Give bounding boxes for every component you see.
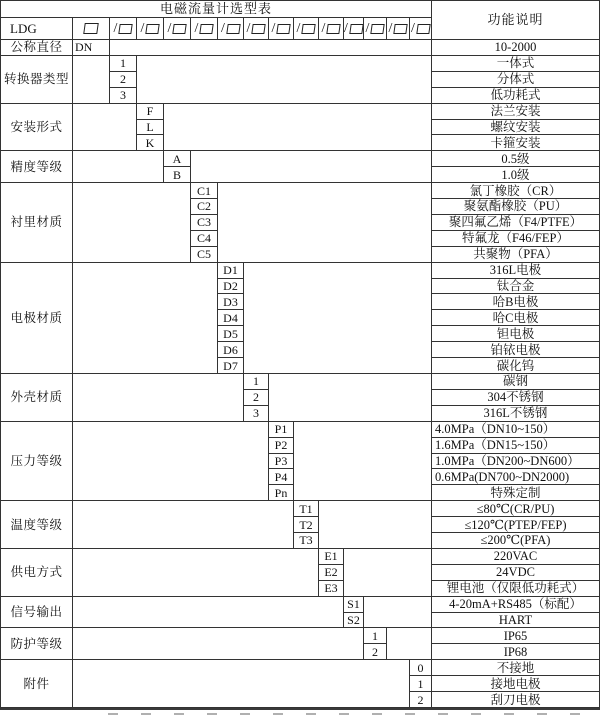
spec-desc-cell: ≤200℃(PFA) — [432, 533, 599, 549]
model-slash-box-cell — [269, 18, 294, 40]
spec-desc-cell: 法兰安装 — [432, 104, 599, 120]
spec-desc-cell: 316L不锈钢 — [432, 406, 599, 422]
code-box-icon — [302, 24, 316, 34]
spec-code-cell: 0 — [410, 660, 432, 676]
spec-desc-cell: 刮刀电极 — [432, 692, 599, 708]
slash-glyph: / — [271, 20, 276, 36]
spec-code-cell: P3 — [269, 454, 294, 470]
spec-desc-cell: 1.0级 — [432, 167, 599, 183]
spec-code-cell: D1 — [218, 263, 244, 279]
spec-code-cell: E3 — [319, 581, 344, 597]
spec-desc-cell: 特殊定制 — [432, 485, 599, 501]
code-box-icon — [173, 24, 187, 34]
spec-desc-cell: 220VAC — [432, 549, 599, 565]
group-label-9: 供电方式 — [1, 549, 73, 597]
spec-desc-cell: 碳化钨 — [432, 358, 599, 374]
spec-code-cell: T1 — [294, 501, 319, 517]
spec-desc-cell: IP68 — [432, 644, 599, 660]
model-slash-box-cell — [294, 18, 319, 40]
next-table-row-cutoff — [0, 711, 600, 716]
spec-code-cell: C1 — [191, 183, 218, 199]
spec-desc-cell: ≤80℃(CR/PU) — [432, 501, 599, 517]
spec-code-cell: D2 — [218, 279, 244, 295]
spec-code-cell: T2 — [294, 517, 319, 533]
function-desc-header: 功能说明 — [432, 1, 599, 40]
code-box-icon — [200, 24, 214, 34]
group-label-6: 外壳材质 — [1, 374, 73, 422]
group-label-11: 防护等级 — [1, 628, 73, 660]
slash-glyph: / — [194, 20, 199, 36]
spec-code-cell: A — [164, 151, 191, 167]
spec-code-cell: DN — [73, 40, 110, 56]
group-label-1: 转换器类型 — [1, 56, 73, 104]
spec-desc-cell: 哈C电极 — [432, 310, 599, 326]
spec-code-cell: C5 — [191, 247, 218, 263]
code-box-icon — [119, 24, 133, 34]
merged-empty-right — [387, 628, 432, 660]
spec-desc-cell: 316L电极 — [432, 263, 599, 279]
code-box-icon — [416, 24, 430, 34]
merged-empty-left — [73, 56, 110, 104]
spec-desc-cell: 聚四氟乙烯（F4/PTFE） — [432, 215, 599, 231]
group-label-2: 安装形式 — [1, 104, 73, 152]
spec-desc-cell: 0.6MPa(DN700~DN2000) — [432, 469, 599, 485]
spec-code-cell: B — [164, 167, 191, 183]
spec-code-cell: D7 — [218, 358, 244, 374]
code-box-icon — [327, 24, 341, 34]
group-label-8: 温度等级 — [1, 501, 73, 549]
model-slash-box-cell — [410, 18, 432, 40]
merged-empty-right — [164, 104, 432, 152]
spec-desc-cell: 螺纹安装 — [432, 120, 599, 136]
spec-code-cell: 2 — [110, 72, 137, 88]
spec-code-cell: E2 — [319, 565, 344, 581]
model-slash-box-cell — [218, 18, 244, 40]
merged-empty-right — [137, 56, 432, 104]
slash-glyph: / — [321, 20, 326, 36]
spec-desc-cell: 一体式 — [432, 56, 599, 72]
spec-code-cell: 2 — [244, 390, 269, 406]
group-label-4: 衬里材质 — [1, 183, 73, 263]
spec-desc-cell: ≤120℃(PTEP/FEP) — [432, 517, 599, 533]
code-box-icon — [226, 24, 240, 34]
merged-empty-left — [73, 501, 294, 549]
spec-desc-cell: 分体式 — [432, 72, 599, 88]
slash-glyph: / — [344, 20, 348, 36]
spec-desc-cell: 卡箍安装 — [432, 135, 599, 151]
spec-code-cell: C2 — [191, 199, 218, 215]
spec-code-cell: C3 — [191, 215, 218, 231]
spec-code-cell: E1 — [319, 549, 344, 565]
spec-desc-cell: 4.0MPa（DN10~150） — [432, 422, 599, 438]
spec-code-cell: D5 — [218, 326, 244, 342]
spec-code-cell: 1 — [364, 628, 387, 644]
slash-glyph: / — [167, 20, 172, 36]
spec-desc-cell: 钛合金 — [432, 279, 599, 295]
spec-desc-cell: 低功耗式 — [432, 88, 599, 104]
merged-empty-left — [73, 183, 191, 263]
code-box-icon — [371, 24, 385, 34]
code-box-icon — [83, 23, 99, 34]
model-slash-box-cell — [244, 18, 269, 40]
spec-code-cell: S1 — [344, 597, 364, 613]
spec-desc-cell: 4-20mA+RS485（标配） — [432, 597, 599, 613]
merged-empty-right — [218, 183, 432, 263]
merged-empty-left — [73, 374, 244, 422]
slash-glyph: / — [246, 20, 251, 36]
merged-empty-left — [73, 422, 269, 502]
merged-empty-left — [73, 104, 137, 152]
spec-desc-cell: 铂铱电极 — [432, 342, 599, 358]
slash-glyph: / — [296, 20, 301, 36]
spec-code-cell: P4 — [269, 469, 294, 485]
spec-code-cell: 2 — [410, 692, 432, 708]
group-label-7: 压力等级 — [1, 422, 73, 502]
merged-empty-left — [73, 660, 410, 708]
spec-code-cell: P2 — [269, 438, 294, 454]
spec-desc-cell: 10-2000 — [432, 40, 599, 56]
merged-empty-right — [364, 597, 432, 629]
model-prefix-cell: LDG — [1, 18, 73, 40]
slash-glyph: / — [411, 20, 415, 36]
code-box-icon — [146, 24, 160, 34]
code-box-icon — [277, 24, 291, 34]
table-title: 电磁流量计选型表 — [1, 1, 432, 18]
slash-glyph: / — [140, 20, 145, 36]
spec-code-cell: P1 — [269, 422, 294, 438]
spec-desc-cell: 共聚物（PFA） — [432, 247, 599, 263]
spec-desc-cell: 碳钢 — [432, 374, 599, 390]
merged-empty-left — [73, 597, 344, 629]
group-label-10: 信号输出 — [1, 597, 73, 629]
merged-empty-right — [344, 549, 432, 597]
merged-empty-left — [73, 263, 218, 374]
model-slash-box-cell — [387, 18, 410, 40]
model-slash-box-cell — [319, 18, 344, 40]
model-slash-box-cell — [137, 18, 164, 40]
spec-code-cell: D3 — [218, 294, 244, 310]
spec-desc-cell: 304不锈钢 — [432, 390, 599, 406]
spec-code-cell: F — [137, 104, 164, 120]
model-slash-box-cell — [110, 18, 137, 40]
spec-desc-cell: 锂电池（仅限低功耗式） — [432, 581, 599, 597]
group-label-5: 电极材质 — [1, 263, 73, 374]
code-box-icon — [252, 24, 266, 34]
spec-desc-cell: IP65 — [432, 628, 599, 644]
merged-empty-right — [110, 40, 432, 56]
group-label-0: 公称直径 — [1, 40, 73, 56]
spec-desc-cell: 0.5级 — [432, 151, 599, 167]
slash-glyph: / — [221, 20, 225, 36]
merged-empty-right — [191, 151, 432, 183]
spec-code-cell: T3 — [294, 533, 319, 549]
model-first-box-cell — [73, 18, 110, 40]
spec-code-cell: C4 — [191, 231, 218, 247]
spec-desc-cell: 1.0MPa（DN200~DN600） — [432, 454, 599, 470]
spec-code-cell: 3 — [110, 88, 137, 104]
merged-empty-left — [73, 549, 319, 597]
merged-empty-left — [73, 628, 364, 660]
spec-code-cell: 1 — [110, 56, 137, 72]
code-box-icon — [394, 24, 408, 34]
merged-empty-right — [244, 263, 432, 374]
slash-glyph: / — [388, 20, 393, 36]
slash-glyph: / — [113, 20, 118, 36]
spec-desc-cell: 钽电极 — [432, 326, 599, 342]
spec-desc-cell: 氯丁橡胶（CR） — [432, 183, 599, 199]
spec-code-cell: K — [137, 135, 164, 151]
spec-code-cell: 2 — [364, 644, 387, 660]
merged-empty-left — [73, 151, 164, 183]
spec-code-cell: S2 — [344, 613, 364, 629]
spec-code-cell: 3 — [244, 406, 269, 422]
model-slash-box-cell — [344, 18, 364, 40]
spec-desc-cell: 不接地 — [432, 660, 599, 676]
spec-code-cell: Pn — [269, 485, 294, 501]
spec-desc-cell: 1.6MPa（DN15~150） — [432, 438, 599, 454]
spec-desc-cell: 特氟龙（F46/FEP） — [432, 231, 599, 247]
spec-code-cell: 1 — [410, 676, 432, 692]
model-slash-box-cell — [164, 18, 191, 40]
group-label-12: 附件 — [1, 660, 73, 708]
merged-empty-right — [269, 374, 432, 422]
spec-code-cell: D4 — [218, 310, 244, 326]
cutoff-ticks — [108, 713, 594, 715]
spec-code-cell: 1 — [244, 374, 269, 390]
model-slash-box-cell — [364, 18, 387, 40]
spec-desc-cell: 哈B电极 — [432, 294, 599, 310]
spec-desc-cell: HART — [432, 613, 599, 629]
spec-code-cell: D6 — [218, 342, 244, 358]
spec-desc-cell: 24VDC — [432, 565, 599, 581]
merged-empty-right — [294, 422, 432, 502]
spec-desc-cell: 接地电极 — [432, 676, 599, 692]
spec-desc-cell: 聚氨酯橡胶（PU） — [432, 199, 599, 215]
slash-glyph: / — [365, 20, 370, 36]
spec-code-cell: L — [137, 120, 164, 136]
model-slash-box-cell — [191, 18, 218, 40]
code-box-icon — [349, 24, 363, 34]
group-label-3: 精度等级 — [1, 151, 73, 183]
merged-empty-right — [319, 501, 432, 549]
